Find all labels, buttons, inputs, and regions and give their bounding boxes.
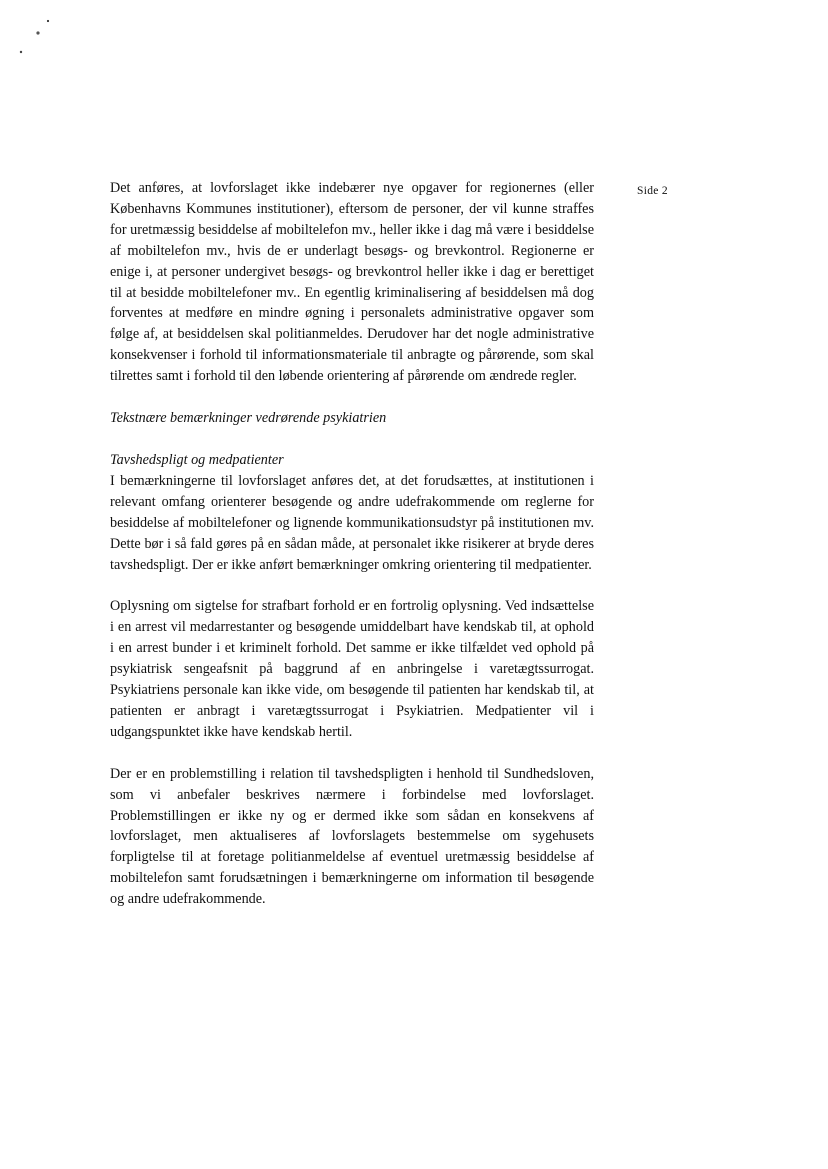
letter-body (110, 178, 594, 910)
speck-1 (47, 20, 49, 22)
intro-paragraph: Det anføres, at lovforslaget ikke indebærer nye opgaver for regionernes (eller Københavns Kommunes institutioner), eftersom de personer, der vil kunne straffes for uretmæssig besiddelse af mobiltelefon mv., heller ikke i dag må være i besiddelse af mobiltelefon mv., hvis de er underlagt besøgs- og brevkontrol. Regionerne er enige i, at personer undergivet besøgs- og brevkontrol heller ikke i dag er berettiget til at besidde mobiltelefoner mv.. En egentlig kriminalisering af besiddelsen må dog forventes at medføre en mindre øgning i personalets administrative opgaver som følge af, at besiddelsen skal politianmeldes. Derudover har det nogle administrative konsekvenser i forhold til informationsmateriale til anbragte og pårørende, som skal tilrettes samt i forhold til den løbende orientering af pårørende om ændrede regler. (110, 180, 594, 385)
speck-2 (36, 31, 39, 34)
speck-3 (20, 51, 22, 53)
section-heading: Tekstnære bemærkninger vedrørende psykiatrien (110, 410, 387, 427)
paragraph-tavshedspligt: I bemærkningerne til lovforslaget anføres det, at det forudsættes, at institutionen i relevant omfang orienterer besøgende og andre udefrakommende om reglerne for besiddelse af mobiltelefoner og lignende kommunikationsudstyr på institutionen mv. Dette bør i så fald gøres på en sådan måde, at personalet ikke risikerer at bryde deres tavshedspligt. Der er ikke anført bemærkninger omkring orientering til medpatienter. (110, 472, 594, 573)
paragraph-sigtelse: Oplysning om sigtelse for strafbart forhold er en fortrolig oplysning. Ved indsættelse i en arrest vil medarrestanter og besøgende umiddelbart have kendskab til, at ophold i en arrest bunder i et kriminelt forhold. Det samme er ikke tilfældet ved ophold på psykiatrisk sengeafsnit på baggrund af en anbringelse i varetægtssurrogat. Psykiatriens personale kan ikke vide, om besøgende til patienten har kendskab til, at patienten er anbragt i varetægtssurrogat i Psykiatrien. Medpatienter vil i udgangspunktet ikke have kendskab hertil. (110, 598, 594, 740)
paragraph-problemstilling: Der er en problemstilling i relation til tavshedspligten i henhold til Sundhedsloven, som vi anbefaler beskrives nærmere i forbindelse med lovforslaget. Problemstillingen er ikke ny og er dermed ikke som sådan en konsekvens af lovforslaget, men aktualiseres af lovforslagets bestemmelse om sygehusets forpligtelse til at foretage politianmeldelse af eventuel uretmæssig besiddelse af mobiltelefon samt forudsætningen i bemærkningerne om information til besøgende og andre udefrakommende. (110, 765, 594, 908)
scan-specks (14, 14, 54, 60)
page-number: Side 2 (637, 185, 668, 197)
subsection-heading: Tavshedspligt og medpatienter (110, 451, 284, 468)
